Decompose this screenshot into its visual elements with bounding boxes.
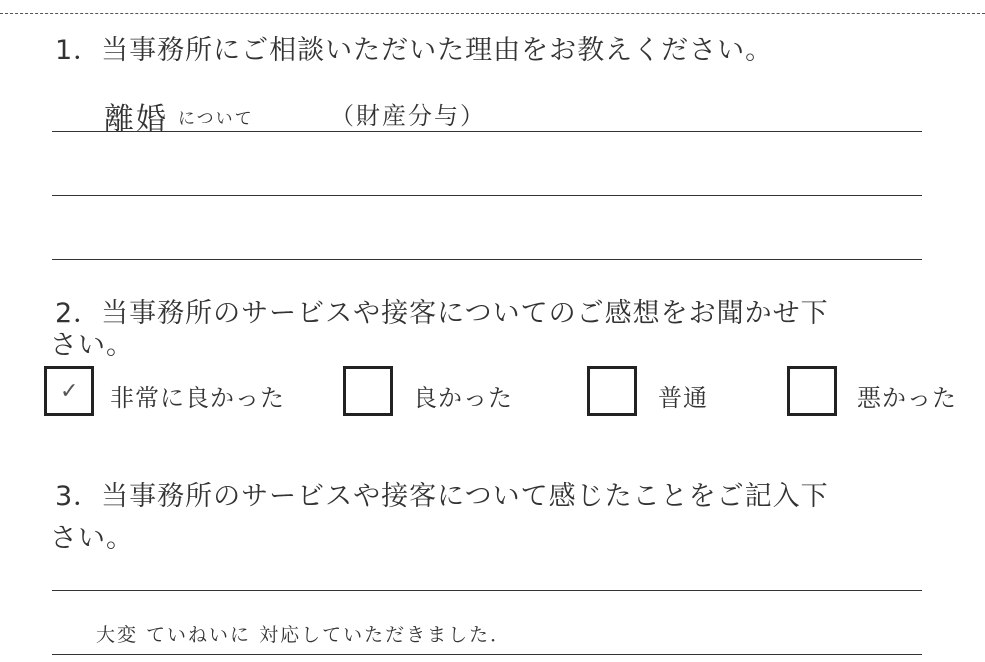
q1-answer-line-3 (52, 259, 922, 260)
q1-answer-sub: について (178, 109, 254, 129)
checkbox-very-good[interactable] (44, 366, 94, 416)
q1-answer-line-2 (52, 195, 922, 196)
checkbox-good[interactable] (343, 366, 393, 416)
top-dashed-divider (0, 13, 985, 14)
option-label-very-good: 非常に良かった (110, 384, 285, 412)
q3-answer-line-1 (52, 590, 922, 591)
q1-answer-note: （財産分与） (330, 102, 486, 130)
check-mark-icon: ✓ (60, 379, 79, 404)
q3-answer-line-2 (52, 654, 922, 655)
q1-answer-line-1 (52, 131, 922, 132)
question-3-text-line-1: 3．当事務所のサービスや接客について感じたことをご記入下 (55, 481, 829, 512)
option-label-normal: 普通 (658, 384, 708, 412)
q1-answer-main: 離婚 (104, 102, 168, 137)
question-2-text-line-2: さい。 (50, 330, 134, 361)
question-2-text-line-1: 2．当事務所のサービスや接客についてのご感想をお聞かせ下 (55, 298, 829, 329)
checkbox-bad[interactable] (787, 366, 837, 416)
question-3-text-line-2: さい。 (50, 523, 134, 554)
option-label-good: 良かった (413, 384, 513, 412)
checkbox-normal[interactable] (587, 366, 637, 416)
q3-answer-handwriting: 大変 ていねいに 対応していただきました． (96, 624, 512, 646)
question-1-text: 1．当事務所にご相談いただいた理由をお教えください。 (55, 35, 774, 66)
option-label-bad: 悪かった (857, 384, 957, 412)
